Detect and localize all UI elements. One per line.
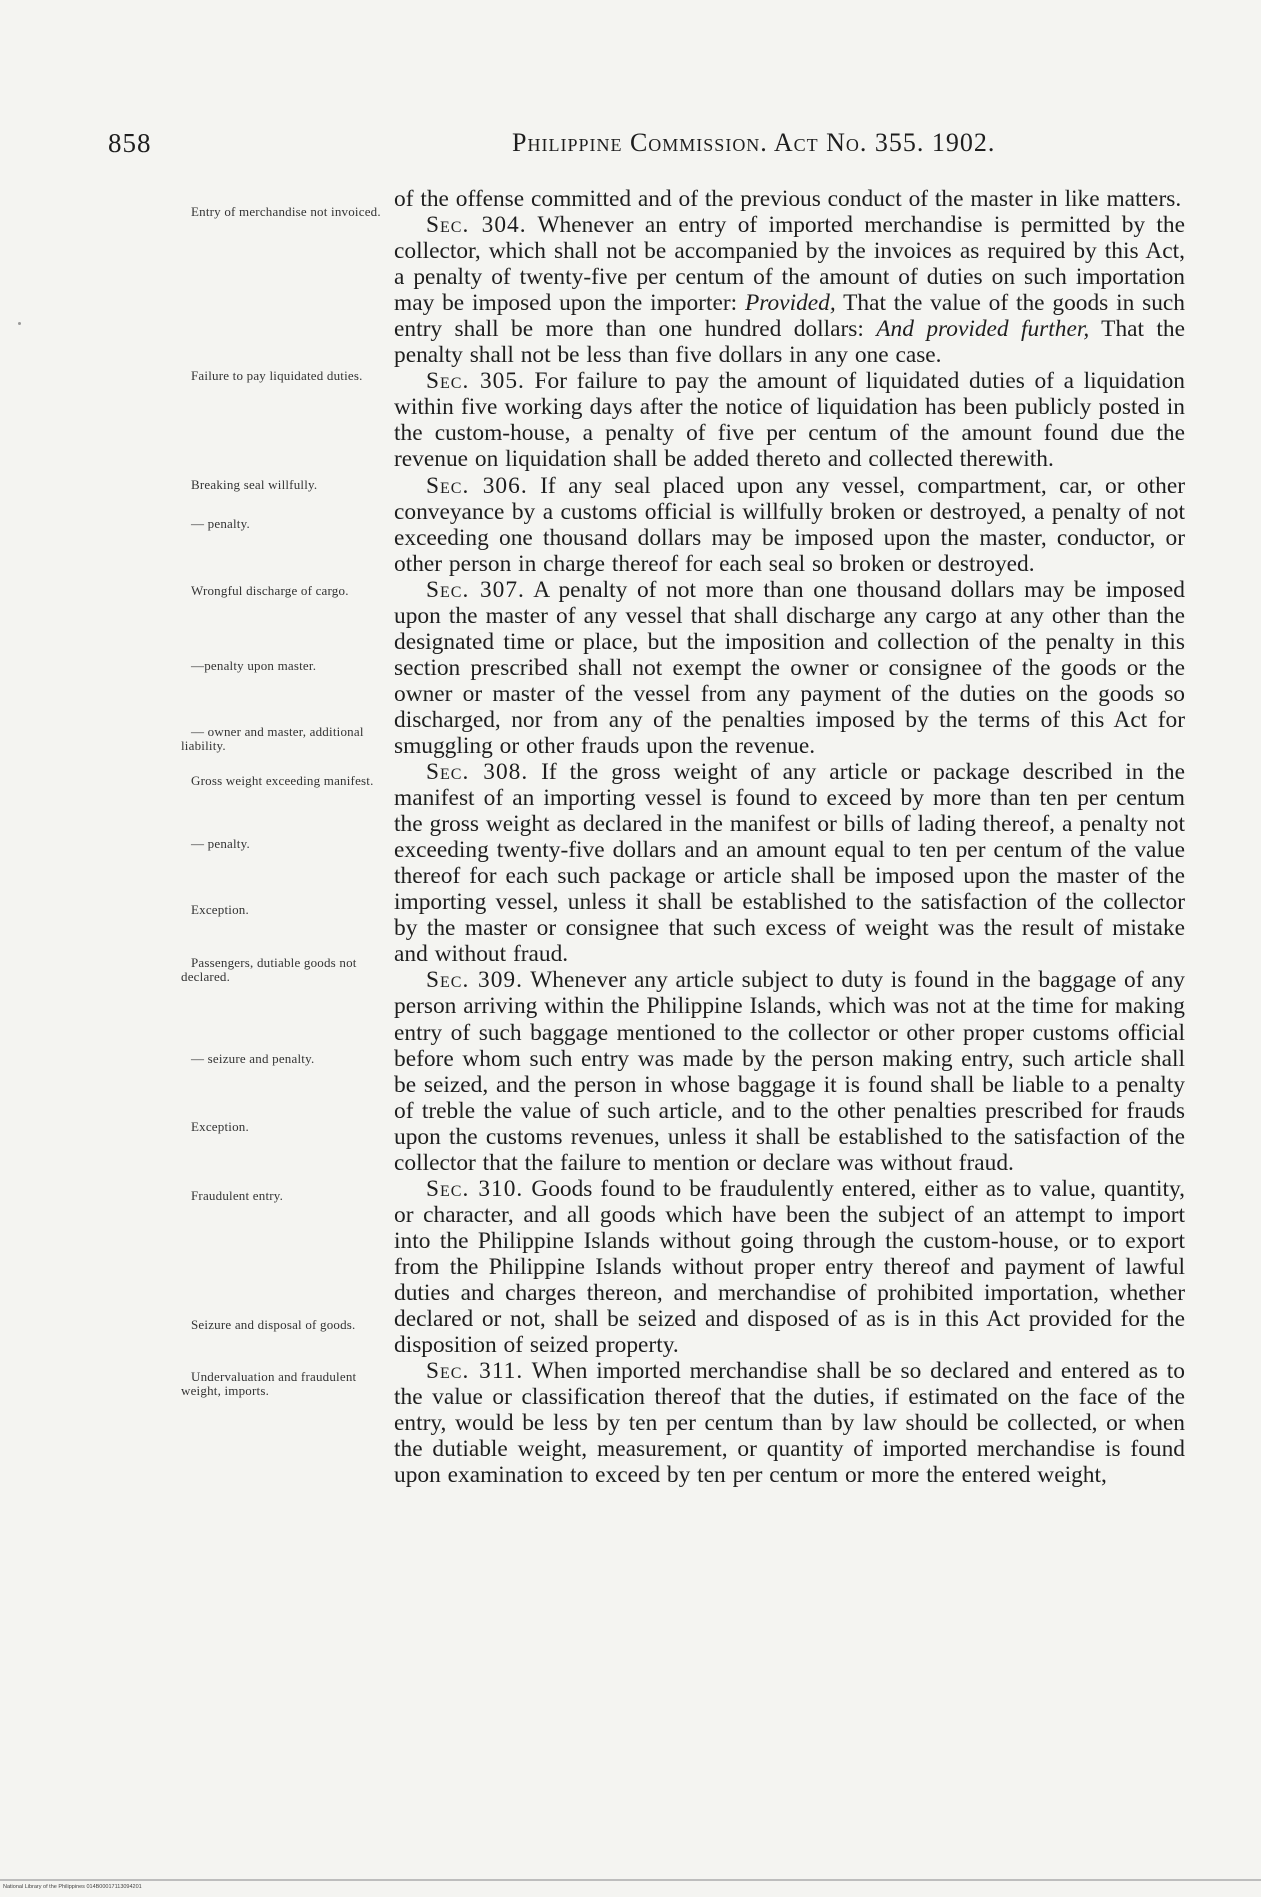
running-head: Philippine Commission. Act No. 355. 1902. [512, 128, 996, 157]
margin-notes [0, 0, 392, 1897]
margin-note: Entry of merchandise not invoiced. [191, 204, 381, 219]
section-305 [394, 368, 1185, 472]
section-text: A penalty of not more than one thousand dollars may be imposed upon the master of any vessel that shall discharge any cargo at any other than the designated time or place, but the imposition and collection of the penalty in this section prescribed shall not exempt the owner or consignee of the goods or the owner or master of the vessel from any payment of the duties on the goods so discharged, nor from any of the penalties imposed by the terms of this Act for smuggling or other frauds upon the revenue. [394, 576, 1185, 759]
section-310 [394, 1176, 1185, 1358]
section-label: Sec. 309. [426, 967, 523, 994]
section-304 [394, 212, 1185, 368]
margin-note: Breaking seal willfully. [191, 477, 318, 492]
section-text: Whenever any article subject to duty is found in the baggage of any person arriving within the Philippine Islands, which was not at the time for making entry of such baggage mentioned to the collector or other proper customs official before whom such entry was made by the person making entry, such article shall be seized, and the person in whose baggage it is found shall be liable to a penalty of treble the value of such article, and to the other penalties prescribed for frauds upon the customs revenues, unless it shall be established to the satisfaction of the collector that the failure to mention or declare was without fraud. [394, 967, 1185, 1176]
scan-speck [18, 322, 21, 325]
section-label: Sec. 308. [426, 759, 529, 786]
margin-note: — penalty. [191, 516, 250, 531]
continuation-paragraph: of the offense committed and of the previous conduct of the master in like matters. [394, 186, 1182, 212]
section-309 [394, 967, 1185, 1175]
section-text: Whenever an entry of imported merchandise is permitted by the collector, which shall not be accompanied by the invoices as required by this Act, a penalty of twenty-five per centum of the amount of duties on such importation may be imposed upon the importer: [394, 212, 1186, 317]
section-text: Goods found to be fraudulently entered, either as to value, quantity, or character, and all goods which have been the subject of an attempt to import into the Philippine Islands without going through the custom-house, or to export from the Philippine Islands without proper entry thereof and payment of lawful duties and charges thereon, and merchandise of prohibited importation, whether declared or not, shall be seized and disposed of as is in this Act provided for the disposition of seized property. [394, 1175, 1185, 1359]
section-text: When imported merchandise shall be so declared and entered as to the value or classification thereof that the duties, if estimated on the face of the entry, would be less by ten per centum than by law should be collected, or when the dutiable weight, measurement, or quantity of imported merchandise is found upon examination to exceed by ten per centum or more the entered weight, [394, 1358, 1185, 1489]
section-text: That the value of the goods in such entry shall be more than one hundred dollars: [394, 290, 1185, 343]
section-label: Sec. 311. [426, 1358, 524, 1385]
footer-rule [0, 1879, 1261, 1881]
margin-note: Fraudulent entry. [191, 1188, 284, 1203]
margin-note: Exception. [191, 902, 249, 917]
page-number: 858 [108, 128, 152, 158]
section-text: If the gross weight of any article or package described in the manifest of an importing vessel is found to exceed by more than ten per centum the gross weight as declared in the manifest or bills of lading thereof, a penalty not exceeding twenty-five dollars and an amount equal to ten per centum of the value thereof for each such package or article shall be imposed upon the master of the importing vessel, unless it shall be established to the satisfaction of the collector by the master or consignee that such excess of weight was the result of mistake and without fraud. [394, 759, 1185, 968]
section-label: Sec. 306. [426, 472, 528, 499]
margin-note: Wrongful discharge of cargo. [191, 583, 349, 598]
section-label: Sec. 307. [426, 576, 525, 603]
italic-proviso: Provided, [744, 290, 836, 317]
body-text [394, 186, 1185, 1488]
section-308 [394, 759, 1185, 967]
section-text: For failure to pay the amount of liquidated duties of a liquidation within five working days after the notice of liquidation has been publicly posted in the custom-house, a penalty of five per centum of the amount found due the revenue on liquidation shall be added thereto and collected therewith. [394, 368, 1185, 473]
section-text: If any seal placed upon any vessel, compartment, car, or other conveyance by a customs official is willfully broken or destroyed, a penalty of not exceeding one thousand dollars may be imposed upon the master, conductor, or other person in charge thereof for each seal so broken or destroyed. [394, 472, 1185, 577]
section-text: That the penalty shall not be less than five dollars in any one case. [394, 316, 1185, 369]
margin-note: Gross weight exceeding manifest. [191, 773, 374, 788]
section-label: Sec. 310. [426, 1175, 524, 1202]
section-306 [394, 473, 1185, 577]
margin-note: Failure to pay liquidated duties. [191, 368, 363, 383]
margin-note: — owner and master, additional liability. [181, 724, 364, 753]
italic-proviso: And provided further, [876, 316, 1090, 343]
margin-note: — seizure and penalty. [191, 1051, 315, 1066]
margin-note: Undervaluation and fraudulent weight, imports. [181, 1369, 357, 1398]
margin-note: — penalty. [191, 836, 250, 851]
margin-note: —penalty upon master. [191, 658, 317, 673]
margin-note: Exception. [191, 1119, 249, 1134]
section-label: Sec. 304. [426, 212, 527, 239]
section-311 [394, 1358, 1185, 1488]
scan-source-line: National Library of the Philippines 014B00017113094201 [3, 1884, 142, 1890]
section-307 [394, 577, 1185, 759]
margin-note: Seizure and disposal of goods. [191, 1317, 356, 1332]
section-label: Sec. 305. [426, 368, 525, 395]
margin-note: Passengers, dutiable goods not declared. [181, 955, 357, 984]
